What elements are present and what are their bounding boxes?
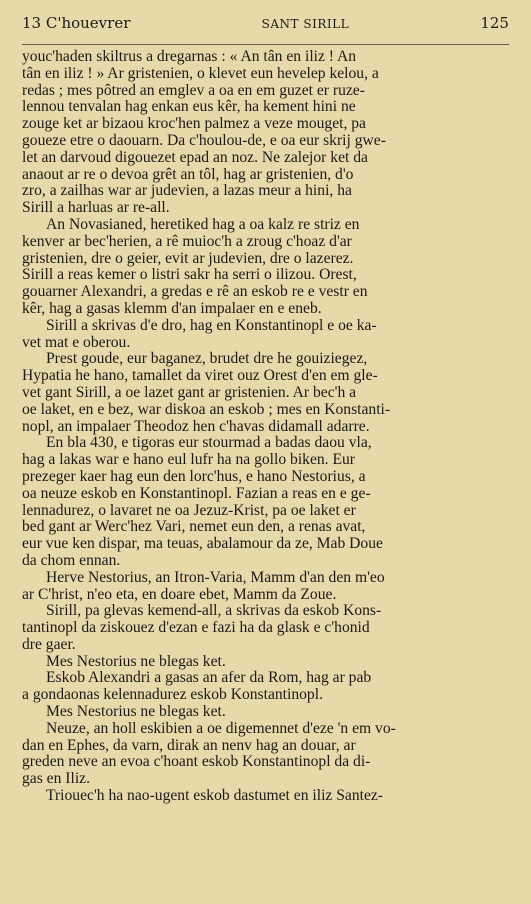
body-text — [22, 49, 509, 805]
text-line: eur vue ken dispar, ma teuas, abalamour da ze, Mab Doue — [22, 536, 383, 553]
text-line: kêr, hag a gasas klemm d'an impalaer en e eneb. — [22, 300, 322, 317]
running-header — [22, 14, 509, 45]
text-line: a gondaonas kelennadurez eskob Konstantinopl. — [22, 687, 323, 704]
header-date: 13 C'houevrer — [22, 14, 131, 32]
text-line: redas ; mes pôtred an emglev a oa en em guzet er ruze- — [22, 82, 365, 99]
text-line: gristenien, dre o geier, evit ar judevien, dre o lazerez. — [22, 250, 354, 267]
text-line: Hypatia he hano, tamallet da viret ouz Orest d'en em gle- — [22, 368, 378, 385]
page-number: 125 — [480, 14, 509, 32]
text-line: gouarner Alexandri, a gredas e rê an eskob re e vestr en — [22, 284, 368, 301]
text-line: lennou tenvalan hag enkan eus kêr, ha kement hini ne — [22, 99, 356, 116]
text-line: oa neuze eskob en Konstantinopl. Fazian a reas en e ge- — [22, 485, 371, 502]
text-line: Mes Nestorius ne blegas ket. — [46, 704, 226, 721]
text-line: Sirill a harluas ar re-all. — [22, 200, 170, 217]
text-line: vet gant Sirill, a oe lazet gant ar gristenien. Ar bec'h a — [22, 384, 357, 401]
text-line: vet mat e oberou. — [22, 334, 131, 351]
text-line: lennadurez, o lavaret ne oa Jezuz-Krist, pa oe laket er — [22, 502, 356, 519]
text-line: nopl, an impalaer Theodoz hen c'havas didamall adarre. — [22, 418, 370, 435]
header-title: SANT SIRILL — [261, 17, 350, 31]
text-line: Sirill, pa glevas kemend-all, a skrivas da eskob Kons- — [46, 603, 382, 620]
text-line: da chom ennan. — [22, 552, 121, 569]
text-line: goueze etre o daouarn. Da c'houlou-de, e oa eur skrij gwe- — [22, 132, 386, 149]
text-line: oe laket, en e bez, war diskoa an eskob ; mes en Konstanti- — [22, 401, 391, 418]
text-line: bed gant ar Werc'hez Vari, nemet eun den, a renas avat, — [22, 519, 366, 536]
text-line: ar C'hrist, n'eo eta, en doare ebet, Mamm da Zoue. — [22, 586, 337, 603]
text-line: prezeger kaer hag eun den lorc'hus, e hano Nestorius, a — [22, 468, 366, 485]
text-line: Sirill a skrivas d'e dro, hag en Konstantinopl e oe ka- — [46, 317, 377, 334]
text-line: En bla 430, e tigoras eur stourmad a badas daou vla, — [46, 435, 372, 452]
text-line: zro, a zailhas war ar judevien, a lazas meur a hini, ha — [22, 183, 352, 200]
text-line: Mes Nestorius ne blegas ket. — [46, 653, 226, 670]
text-line: An Novasianed, heretiked hag a oa kalz re striz en — [46, 216, 360, 233]
text-line: Prest goude, eur baganez, brudet dre he gouiziegez, — [46, 351, 368, 368]
text-line: Sirill a reas kemer o listri sakr ha serri o ilizou. Orest, — [22, 267, 357, 284]
text-line: Eskob Alexandri a gasas an afer da Rom, hag ar pab — [46, 670, 372, 687]
text-line: youc'haden skiltrus a dregarnas : « An tân en iliz ! An — [22, 49, 357, 65]
text-line: dre gaer. — [22, 636, 76, 653]
text-line: Neuze, an holl eskibien a oe digemennet d'eze 'n em vo- — [46, 720, 396, 737]
text-line: anaout ar re o devoa grêt an tôl, hag ar gristenien, d'o — [22, 166, 354, 183]
text-line: Herve Nestorius, an Itron-Varia, Mamm d'an den m'eo — [46, 569, 385, 586]
text-line: greden neve an evoa c'hoant eskob Konstantinopl da di- — [22, 754, 371, 771]
text-line: kenver ar bec'herien, a rê muioc'h a zroug c'hoaz d'ar — [22, 233, 352, 250]
text-line: tân en iliz ! » Ar gristenien, o klevet eun hevelep kelou, a — [22, 65, 379, 82]
text-line: let an darvoud digouezet epad an noz. Ne zalejor ket da — [22, 149, 368, 166]
text-line: zouge ket ar bizaou kroc'hen palmez a veze mouget, pa — [22, 116, 366, 133]
text-line: Triouec'h ha nao-ugent eskob dastumet en iliz Santez- — [46, 788, 383, 805]
text-line: gas en Iliz. — [22, 771, 90, 788]
text-line: hag a lakas war e hano eul lufr ha na gollo biken. Eur — [22, 452, 355, 469]
text-line: dan en Ephes, da varn, dirak an nenv hag an douar, ar — [22, 737, 356, 754]
text-line: tantinopl da ziskouez d'ezan e fazi ha da glask e c'honid — [22, 620, 370, 637]
